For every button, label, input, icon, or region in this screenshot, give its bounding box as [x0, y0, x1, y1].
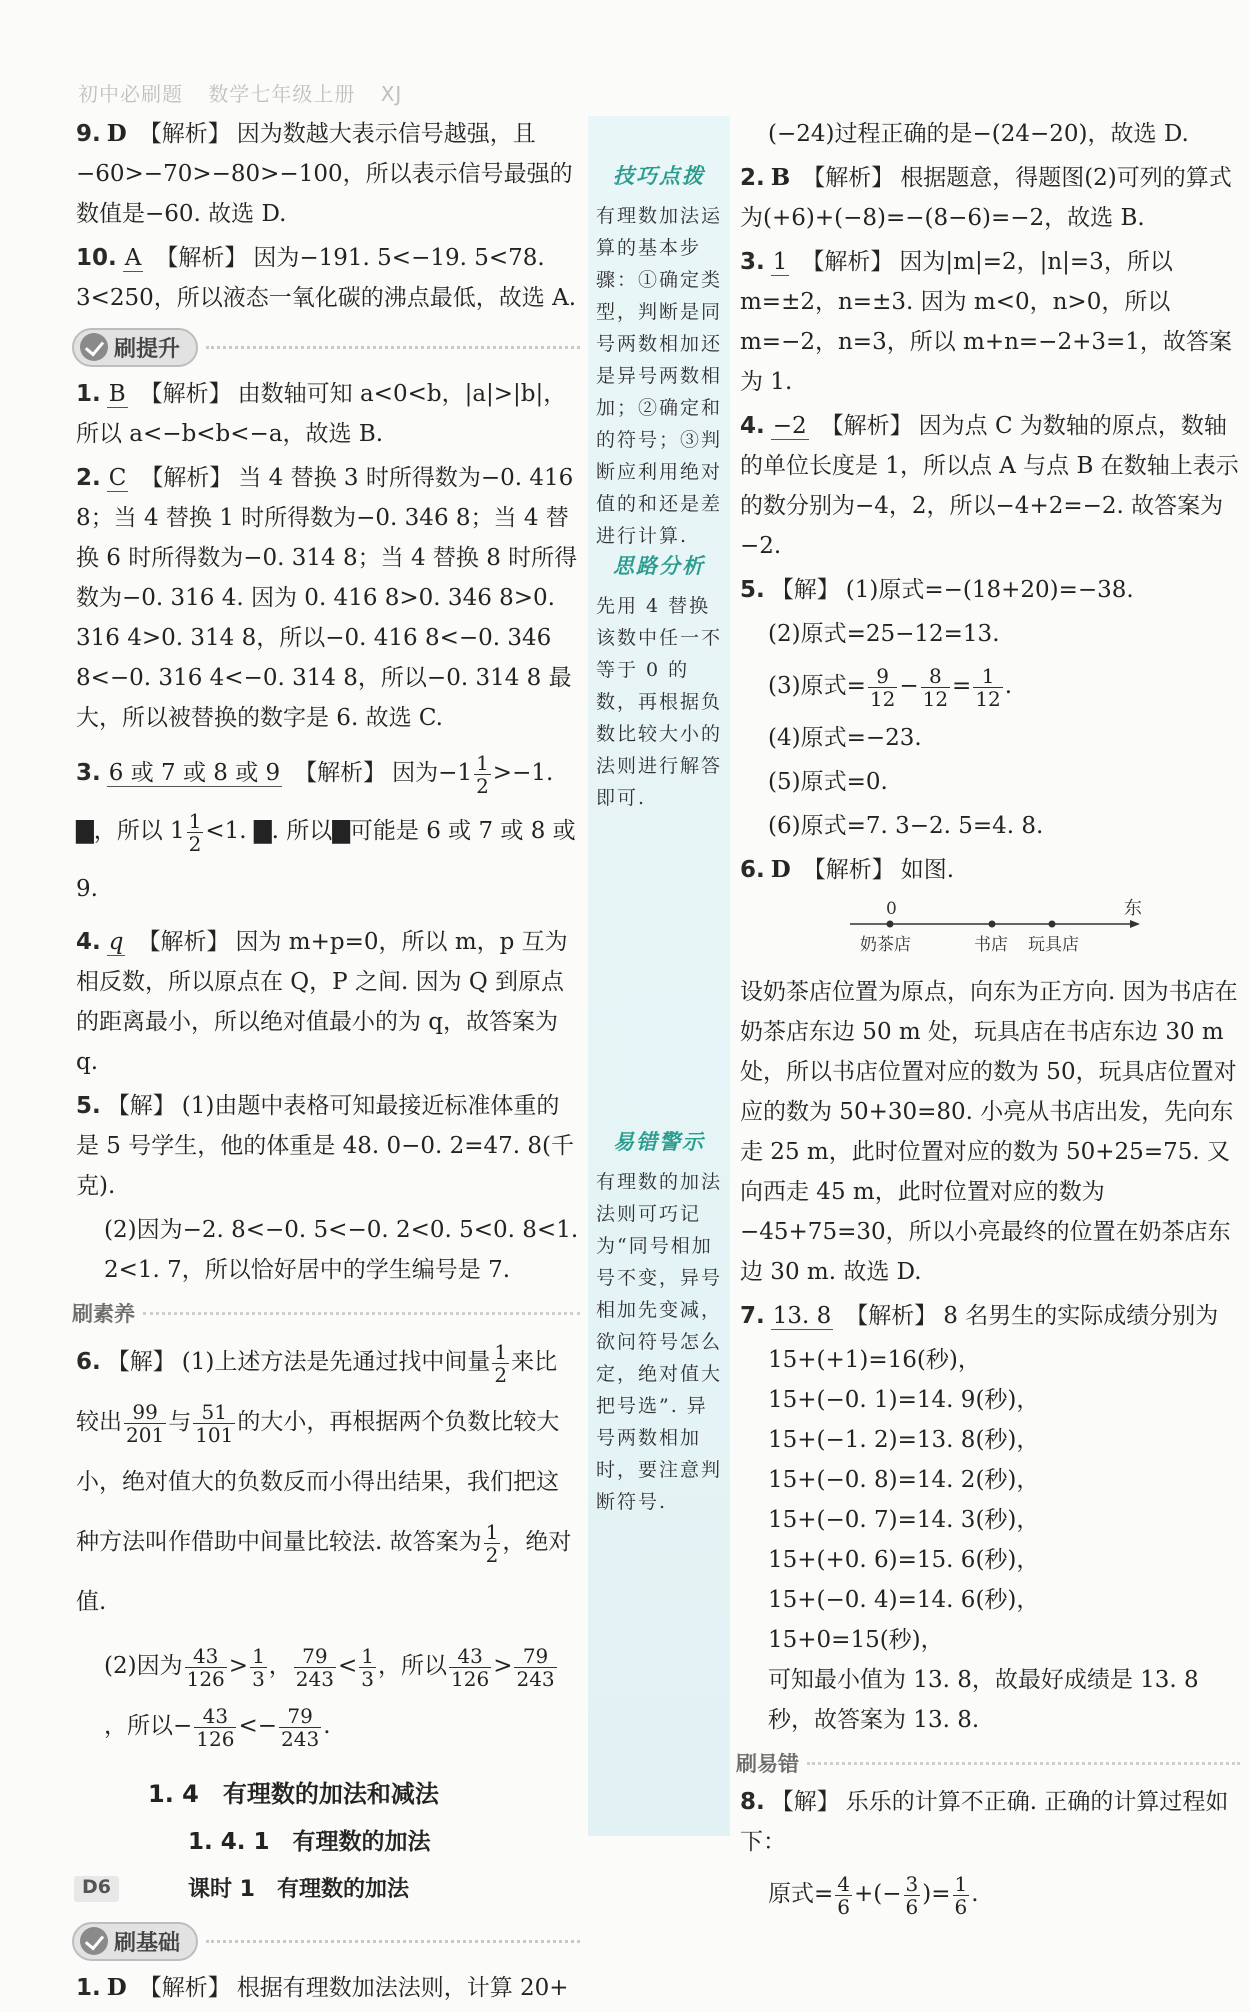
page-header: [78, 78, 420, 107]
answer-r5-2: (2)原式=25−12=13.: [768, 621, 1000, 647]
answer-3: 3. 6 或 7 或 8 或 9 【解析】 因为−1 $\frac{1}{2}$ >−1. ▇，所以 1 $\frac{1}{2}$ <1. ▇. 所以▇可能是 6 或 7 或 8 或 9.: [76, 750, 576, 902]
score-line: 15+(+1)=16(秒)，: [768, 1347, 981, 1373]
chapter-heading: 1. 4 有理数的加法和减法: [148, 1780, 439, 1808]
answer-r8: 8. 【解】 乐乐的计算不正确. 正确的计算过程如下：: [740, 1789, 1229, 1855]
score-line: 15+(−0. 8)=14. 2(秒)，: [768, 1467, 1040, 1493]
toy-store-label: 玩具店: [1028, 935, 1079, 955]
answer-1b: 1. D 【解析】 根据有理数加法法则，计算 20+: [76, 1974, 569, 2001]
section-shua-jichu: 刷基础: [72, 1920, 580, 1962]
right-column: [736, 114, 1240, 1926]
answer-5: 5. 【解】 (1)由题中表格可知最接近标准体重的是 5 号学生，他的体重是 48. 0−0. 2=47. 8(千克).: [76, 1093, 575, 1199]
answer-r6: 6. D 【解析】 如图.: [740, 856, 955, 883]
score-line: 15+(−0. 4)=14. 6(秒)，: [768, 1587, 1040, 1613]
side-notes-column: [588, 116, 730, 1836]
answer-r5-3: (3)原式= $\frac{9}{12}$ − $\frac{8}{12}$ = $\frac{1}{12}$ .: [768, 663, 1013, 711]
answer-r3: 3. 1 【解析】 因为|m|=2，|n|=3，所以 m=±2，n=±3. 因为 m<0，n>0，所以 m=−2，n=3，所以 m+n=−2+3=1，故答案为 1.: [740, 249, 1232, 395]
answer-6-part2: (2)因为 $\frac{43}{126}$ > $\frac{1}{3}$ ， $\frac{79}{243}$ < $\frac{1}{3}$ ，所以 $\frac{43}{126}$ > $\frac{79}{243}$ ，所以− $\frac{43}{126}$ <− $\frac{79}{243}$ .: [104, 1643, 555, 1751]
subject-title: 数学七年级上册: [208, 82, 356, 106]
answer-2: 2. C 【解析】 当 4 替换 3 时所得数为−0. 416 8；当 4 替换 1 时所得数为−0. 346 8；当 4 替换 6 时所得数为−0. 314 8；当 4 替换 8 时所得数为−0. 316 4. 因为 0. 416 8>0. 346 8>0. 316 4>0. 314 8，所以−0. 416 8<−0. 346 8<−0. 316 4<−0. 314 8，所以−0. 314 8 最大，所以被替换的数字是 6. 故选 C.: [76, 465, 578, 731]
section-shua-yicuo: 刷易错: [736, 1748, 1240, 1778]
score-line: 15+(−0. 1)=14. 9(秒)，: [768, 1387, 1040, 1413]
answer-r4: 4. −2 【解析】 因为点 C 为数轴的原点，数轴的单位长度是 1，所以点 A 与点 B 在数轴上表示的数分别为−4，2，所以−4+2=−2. 故答案为−2.: [740, 413, 1239, 559]
book-title: 初中必刷题: [78, 82, 183, 106]
answer-1-continued: (−24)过程正确的是−(24−20)，故选 D.: [768, 121, 1189, 147]
number-line-figure: [740, 894, 1240, 964]
score-line: 15+0=15(秒)，: [768, 1627, 944, 1653]
score-line: 15+(+0. 6)=15. 6(秒)，: [768, 1547, 1040, 1573]
answer-r5-5: (5)原式=0.: [768, 769, 888, 795]
bookstore-label: 书店: [974, 935, 1008, 955]
tip-box: 技巧点拨 有理数加法运算的基本步骤：①确定类型，判断是同号两数相加还是异号两数相加；②确定和的符号；③判断应利用绝对值的和还是差进行计算.: [596, 163, 723, 547]
thinking-box: 思路分析 先用 4 替换该数中任一不等于 0 的数，再根据负数比较大小的法则进行解答即可.: [596, 553, 723, 809]
answer-r6-explain: 设奶茶店位置为原点，向东为正方向. 因为书店在奶茶店东边 50 m 处，玩具店在书店东边 30 m 处，所以书店位置对应的数为 50，玩具店位置对应的数为 50+30=80. 小亮从书店出发，先向东走 25 m，此时位置对应的数为 50+25=75. 又向西走 45 m，此时位置对应的数为−45+75=30，所以小亮最终的位置在奶茶店东边 30 m. 故选 D.: [740, 979, 1238, 1285]
answer-9: 9. D 【解析】 因为数越大表示信号越强，且−60>−70>−80>−100，所以表示信号最强的数值是−60. 故选 D.: [76, 120, 573, 227]
score-line: 15+(−0. 7)=14. 3(秒)，: [768, 1507, 1040, 1533]
section-heading: 1. 4. 1 有理数的加法: [188, 1829, 431, 1855]
answer-r5: 5. 【解】 (1)原式=−(18+20)=−38.: [740, 577, 1134, 603]
milk-tea-shop-label: 奶茶店: [860, 935, 911, 955]
answer-r8-math: 原式= $\frac{4}{6}$ +(− $\frac{3}{6}$ )= $\frac{1}{6}$ .: [768, 1871, 979, 1919]
answer-r7: 7. 13. 8 【解析】 8 名男生的实际成绩分别为: [740, 1303, 1219, 1329]
answer-1: 1. B 【解析】 由数轴可知 a<0<b，|a|>|b|，所以 a<−b<b<−a，故选 B.: [76, 381, 567, 447]
check-icon: [80, 1927, 108, 1955]
score-line: 15+(−1. 2)=13. 8(秒)，: [768, 1427, 1040, 1453]
answer-r2: 2. B 【解析】 根据题意，得题图(2)可列的算式为(+6)+(−8)=−(8−6)=−2，故选 B.: [740, 164, 1232, 231]
east-label: 东: [1124, 898, 1142, 919]
section-shua-tisheng: 刷提升: [72, 326, 580, 368]
zero-label: 0: [886, 899, 897, 919]
page-number: D6: [74, 1876, 119, 1902]
scores-list: [740, 1340, 1240, 1740]
error-warning-box: 易错警示 有理数的加法法则可巧记为“同号相加号不变，异号相加先变减，欲问符号怎么定，绝对值大把号选”. 异号两数相加时，要注意判断符号.: [596, 1129, 723, 1513]
answer-r5-6: (6)原式=7. 3−2. 5=4. 8.: [768, 813, 1044, 839]
lesson-heading: 课时 1 有理数的加法: [188, 1877, 409, 1902]
number-line-svg: [740, 894, 1220, 964]
left-column: [72, 114, 580, 2012]
answer-4: 4. q 【解析】 因为 m+p=0，所以 m，p 互为相反数，所以原点在 Q，P 之间. 因为 Q 到原点的距离最小，所以绝对值最小的为 q，故答案为 q.: [76, 929, 568, 1075]
answer-5-part2: (2)因为−2. 8<−0. 5<−0. 2<0. 5<0. 8<1. 2<1. 7，所以恰好居中的学生编号是 7.: [104, 1217, 579, 1283]
answer-6: 6. 【解】 (1)上述方法是先通过找中间量 $\frac{1}{2}$ 来比较出 $\frac{99}{201}$ 与 $\frac{51}{101}$ 的大小，再根据两个负数比较大小，绝对值大的负数反而小得出结果，我们把这种方法叫作借助中间量比较法. 故答案为 $\frac{1}{2}$ ，绝对值.: [76, 1339, 572, 1615]
answer-10: 10. A 【解析】 因为−191. 5<−19. 5<78. 3<250，所以液态一氧化碳的沸点最低，故选 A.: [76, 245, 577, 311]
score-conclusion: 可知最小值为 13. 8，故最好成绩是 13. 8 秒，故答案为 13. 8.: [768, 1667, 1199, 1733]
answer-r5-4: (4)原式=−23.: [768, 725, 922, 751]
section-shua-suyang: 刷素养: [72, 1298, 580, 1328]
check-icon: [80, 333, 108, 361]
edition-tag: XJ: [380, 82, 403, 106]
